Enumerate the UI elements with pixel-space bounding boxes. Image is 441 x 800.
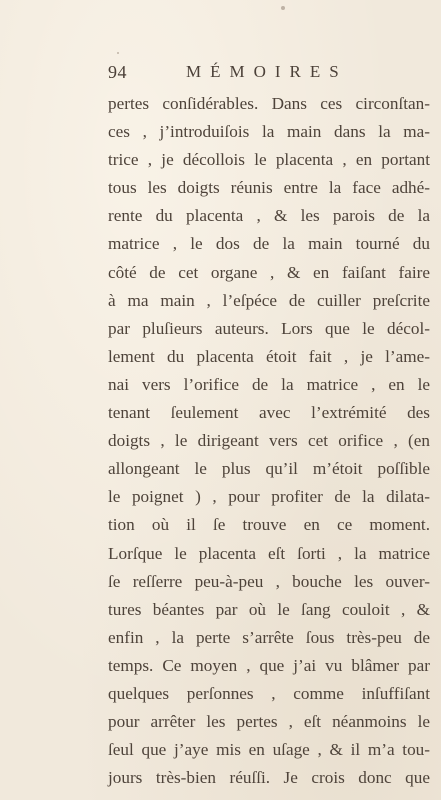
page-header bbox=[108, 62, 438, 84]
text-line: tures béantes par où le ſang couloit , & bbox=[108, 599, 430, 619]
text-line: côté de cet organe , & en faiſant faire bbox=[108, 262, 430, 282]
text-line: enfin , la perte s’arrête ſous très-peu de bbox=[108, 627, 430, 647]
text-line: ces , j’introduiſois la main dans la ma- bbox=[108, 122, 430, 142]
text-line: matrice , le dos de la main tourné du bbox=[108, 234, 430, 254]
text-line: lement du placenta étoit fait , je l’ame- bbox=[108, 346, 430, 366]
text-line: jours très-bien réuſſi. Je crois donc que bbox=[108, 768, 430, 788]
text-line: ſeul que j’aye mis en uſage , & il m’a tou- bbox=[108, 740, 430, 760]
text-line: quelques perſonnes , comme inſuffiſant bbox=[108, 683, 430, 703]
text-line: trice , je décollois le placenta , en portant bbox=[108, 150, 430, 170]
text-line: nai vers l’orifice de la matrice , en le bbox=[108, 374, 430, 394]
text-line: par pluſieurs auteurs. Lors que le décol- bbox=[108, 318, 430, 338]
text-line: temps. Ce moyen , que j’ai vu blâmer par bbox=[108, 655, 430, 675]
text-line: le poignet ) , pour profiter de la dilata- bbox=[108, 487, 430, 507]
text-line: Lorſque le placenta eſt ſorti , la matrice bbox=[108, 543, 430, 563]
text-line: allongeant le plus qu’il m’étoit poſſible bbox=[108, 459, 430, 479]
body-text bbox=[108, 90, 430, 792]
ink-speck bbox=[117, 52, 119, 54]
text-line: à ma main , l’eſpéce de cuiller preſcrite bbox=[108, 290, 430, 310]
text-line: tous les doigts réunis entre la face adhé- bbox=[108, 178, 430, 198]
running-title: MÉMOIRES bbox=[186, 62, 348, 81]
text-line: doigts , le dirigeant vers cet orifice , (en bbox=[108, 431, 430, 451]
text-line: rente du placenta , & les parois de la bbox=[108, 206, 430, 226]
text-line: pour arrêter les pertes , eſt néanmoins le bbox=[108, 712, 430, 732]
text-line: tenant ſeulement avec l’extrémité des bbox=[108, 403, 430, 423]
text-line: tion où il ſe trouve en ce moment. bbox=[108, 515, 430, 535]
ink-speck bbox=[281, 6, 285, 10]
text-line: ſe reſſerre peu-à-peu , bouche les ouver- bbox=[108, 571, 430, 591]
page-number: 94 bbox=[108, 62, 127, 82]
text-line: pertes conſidérables. Dans ces circonſtan- bbox=[108, 94, 430, 113]
